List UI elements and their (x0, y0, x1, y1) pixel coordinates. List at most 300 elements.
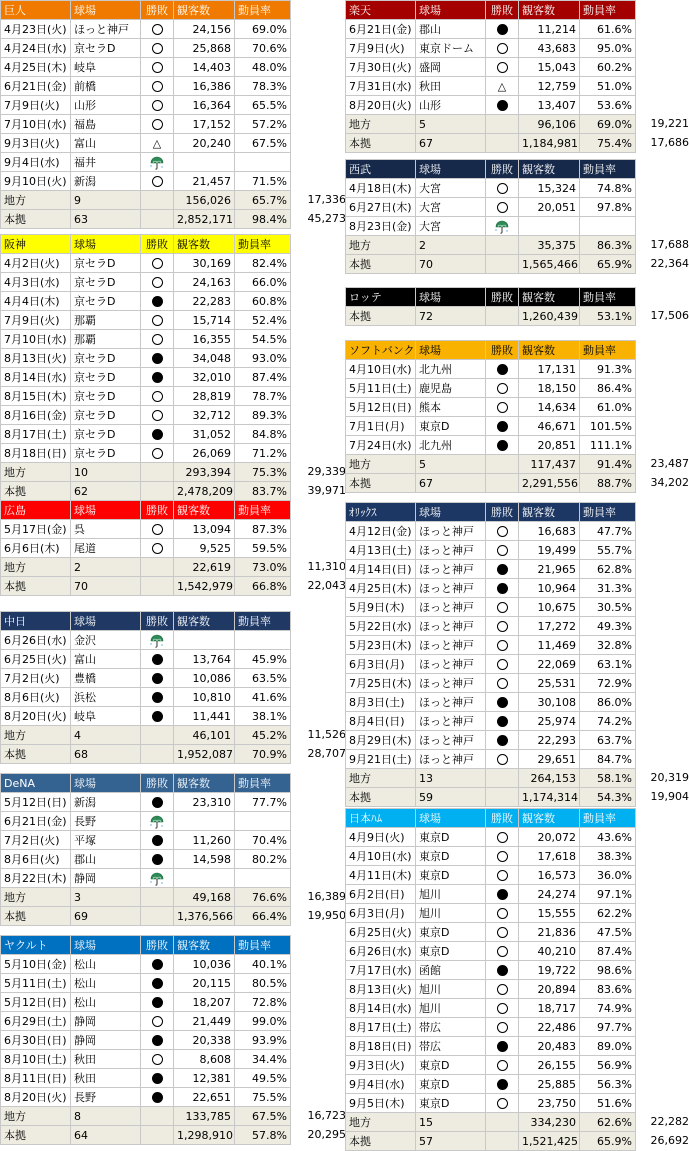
game-result (141, 254, 174, 273)
game-rate: 70.4% (235, 831, 291, 850)
game-rate: 97.8% (580, 198, 636, 217)
game-date: 5月17日(金) (1, 520, 71, 539)
game-result (486, 560, 519, 579)
average-attendance: 23,487 (650, 457, 689, 470)
loss-circle-icon (497, 583, 508, 594)
game-attendance: 16,355 (174, 330, 235, 349)
win-circle-icon (497, 659, 508, 670)
game-venue: 大宮 (416, 217, 486, 236)
win-circle-icon (152, 258, 163, 269)
game-attendance: 24,163 (174, 273, 235, 292)
game-result (141, 77, 174, 96)
game-result (141, 955, 174, 974)
game-attendance: 29,651 (519, 750, 580, 769)
game-rate: 71.2% (235, 444, 291, 463)
rakuten-table (345, 0, 636, 153)
win-circle-icon (497, 754, 508, 765)
game-rate: 47.5% (580, 923, 636, 942)
rain-umbrella-icon (149, 156, 165, 170)
game-venue: ほっと神戸 (71, 20, 141, 39)
table-row (346, 655, 636, 674)
table-row (1, 273, 291, 292)
game-venue: 岐阜 (71, 707, 141, 726)
game-venue: 福島 (71, 115, 141, 134)
win-circle-icon (497, 602, 508, 613)
loss-circle-icon (152, 959, 163, 970)
table-row (1, 349, 291, 368)
game-result (486, 999, 519, 1018)
table-row (1, 153, 291, 172)
venue-header: 球場 (416, 1, 486, 20)
table-row (346, 1075, 636, 1094)
game-rate: 32.8% (580, 636, 636, 655)
win-circle-icon (152, 24, 163, 35)
game-date: 7月1日(月) (346, 417, 416, 436)
rate-header: 動員率 (235, 774, 291, 793)
game-date: 8月13日(火) (1, 349, 71, 368)
loss-circle-icon (152, 353, 163, 364)
rain-umbrella-icon (149, 634, 165, 648)
rate-header: 動員率 (235, 1, 291, 20)
game-date: 4月9日(火) (346, 828, 416, 847)
venue-header: 球場 (71, 936, 141, 955)
total-count: 10 (71, 463, 141, 482)
game-venue: ほっと神戸 (416, 693, 486, 712)
game-result (141, 273, 174, 292)
total-count: 62 (71, 482, 141, 501)
total-row (346, 1113, 636, 1132)
game-date: 7月25日(木) (346, 674, 416, 693)
game-attendance: 18,150 (519, 379, 580, 398)
rain-umbrella-icon (149, 815, 165, 829)
game-result (141, 387, 174, 406)
table-row (346, 417, 636, 436)
total-rate: 53.1% (580, 307, 636, 326)
game-attendance: 24,274 (519, 885, 580, 904)
game-rate: 34.4% (235, 1050, 291, 1069)
total-count: 67 (416, 474, 486, 493)
game-result (141, 520, 174, 539)
total-row (346, 455, 636, 474)
table-header (346, 288, 636, 307)
game-result (141, 669, 174, 688)
game-rate: 57.2% (235, 115, 291, 134)
total-rate: 75.3% (235, 463, 291, 482)
game-venue: 松山 (71, 974, 141, 993)
game-date: 4月14日(日) (346, 560, 416, 579)
game-rate: 84.7% (580, 750, 636, 769)
total-attendance: 334,230 (519, 1113, 580, 1132)
game-venue: 京セラD (71, 273, 141, 292)
game-venue: 長野 (71, 812, 141, 831)
total-label: 本拠 (1, 1126, 71, 1145)
table-row (1, 406, 291, 425)
table-header (1, 774, 291, 793)
game-result (141, 688, 174, 707)
total-blank (141, 191, 174, 210)
game-venue: 尾道 (71, 539, 141, 558)
game-attendance: 17,618 (519, 847, 580, 866)
game-venue: 大宮 (416, 179, 486, 198)
table-row (1, 631, 291, 650)
game-result (486, 579, 519, 598)
total-row (1, 907, 291, 926)
total-blank (486, 255, 519, 274)
game-rate: 78.7% (235, 387, 291, 406)
game-attendance: 22,283 (174, 292, 235, 311)
result-header: 勝敗 (141, 1, 174, 20)
team-name: 西武 (346, 160, 416, 179)
game-result (486, 379, 519, 398)
result-header: 勝敗 (141, 235, 174, 254)
game-venue: 長野 (71, 1088, 141, 1107)
game-venue: 新潟 (71, 793, 141, 812)
game-result (141, 650, 174, 669)
attendance-header: 観客数 (174, 501, 235, 520)
total-blank (141, 210, 174, 229)
game-venue: 京セラD (71, 387, 141, 406)
total-rate: 67.5% (235, 1107, 291, 1126)
win-circle-icon (497, 383, 508, 394)
game-venue: 静岡 (71, 1031, 141, 1050)
game-date: 6月26日(水) (1, 631, 71, 650)
attendance-header: 観客数 (519, 341, 580, 360)
table-row (346, 39, 636, 58)
table-row (346, 436, 636, 455)
table-row (346, 1037, 636, 1056)
table-row (1, 58, 291, 77)
table-row (346, 750, 636, 769)
total-attendance: 1,542,979 (174, 577, 235, 596)
win-circle-icon (497, 1098, 508, 1109)
total-rate: 75.4% (580, 134, 636, 153)
game-date: 8月29日(木) (346, 731, 416, 750)
game-venue: 新潟 (71, 172, 141, 191)
loss-circle-icon (152, 296, 163, 307)
game-venue: 東京D (416, 923, 486, 942)
game-attendance: 10,964 (519, 579, 580, 598)
team-name: 楽天 (346, 1, 416, 20)
win-circle-icon (497, 1022, 508, 1033)
total-row (1, 1126, 291, 1145)
table-row (346, 904, 636, 923)
result-header: 勝敗 (486, 341, 519, 360)
total-count: 67 (416, 134, 486, 153)
win-circle-icon (152, 448, 163, 459)
total-label: 本拠 (1, 210, 71, 229)
loss-circle-icon (152, 835, 163, 846)
game-attendance: 16,364 (174, 96, 235, 115)
result-header: 勝敗 (486, 503, 519, 522)
total-count: 4 (71, 726, 141, 745)
win-circle-icon (497, 870, 508, 881)
game-attendance: 28,819 (174, 387, 235, 406)
game-result (486, 522, 519, 541)
loss-circle-icon (497, 965, 508, 976)
game-date: 4月12日(金) (346, 522, 416, 541)
game-attendance (519, 217, 580, 236)
table-row (1, 669, 291, 688)
game-rate: 30.5% (580, 598, 636, 617)
table-row (346, 77, 636, 96)
game-date: 6月30日(日) (1, 1031, 71, 1050)
game-result (141, 869, 174, 888)
average-attendance: 19,221 (650, 117, 689, 130)
game-rate: 95.0% (580, 39, 636, 58)
game-venue: 旭川 (416, 904, 486, 923)
table-row (1, 812, 291, 831)
win-circle-icon (497, 62, 508, 73)
total-rate: 58.1% (580, 769, 636, 788)
total-label: 地方 (1, 558, 71, 577)
game-attendance: 26,069 (174, 444, 235, 463)
game-attendance: 15,043 (519, 58, 580, 77)
total-row (1, 577, 291, 596)
win-circle-icon (152, 543, 163, 554)
table-row (1, 387, 291, 406)
total-row (1, 726, 291, 745)
game-rate: 87.4% (580, 942, 636, 961)
total-attendance: 46,101 (174, 726, 235, 745)
game-rate: 74.8% (580, 179, 636, 198)
total-attendance: 1,952,087 (174, 745, 235, 764)
game-attendance: 16,573 (519, 866, 580, 885)
game-date: 6月3日(月) (346, 655, 416, 674)
attendance-header: 観客数 (519, 809, 580, 828)
attendance-header: 観客数 (174, 1, 235, 20)
average-attendance: 20,319 (650, 771, 689, 784)
game-rate: 74.9% (580, 999, 636, 1018)
table-row (1, 444, 291, 463)
game-venue: 前橋 (71, 77, 141, 96)
game-venue: 東京D (416, 1075, 486, 1094)
team-name: 中日 (1, 612, 71, 631)
win-circle-icon (497, 43, 508, 54)
table-header (346, 341, 636, 360)
win-circle-icon (152, 81, 163, 92)
game-venue: ほっと神戸 (416, 598, 486, 617)
total-label: 本拠 (346, 134, 416, 153)
table-row (346, 866, 636, 885)
venue-header: 球場 (416, 160, 486, 179)
total-row (1, 463, 291, 482)
game-result (486, 731, 519, 750)
game-result (486, 942, 519, 961)
attendance-header: 観客数 (519, 1, 580, 20)
game-result (141, 1012, 174, 1031)
team-name: DeNA (1, 774, 71, 793)
dena-table (0, 773, 291, 926)
game-date: 6月25日(火) (346, 923, 416, 942)
loss-circle-icon (497, 364, 508, 375)
loss-circle-icon (152, 654, 163, 665)
table-row (346, 847, 636, 866)
game-rate: 59.5% (235, 539, 291, 558)
game-rate: 75.5% (235, 1088, 291, 1107)
game-rate: 97.1% (580, 885, 636, 904)
game-date: 9月5日(木) (346, 1094, 416, 1113)
game-rate: 51.0% (580, 77, 636, 96)
game-rate: 54.5% (235, 330, 291, 349)
win-circle-icon (497, 402, 508, 413)
total-label: 本拠 (346, 307, 416, 326)
table-row (1, 650, 291, 669)
game-date: 5月12日(日) (346, 398, 416, 417)
game-attendance: 25,531 (519, 674, 580, 693)
game-venue: 呉 (71, 520, 141, 539)
game-date: 4月3日(水) (1, 273, 71, 292)
total-count: 13 (416, 769, 486, 788)
total-label: 本拠 (1, 907, 71, 926)
game-date: 8月22日(木) (1, 869, 71, 888)
game-rate: 83.6% (580, 980, 636, 999)
game-rate: 62.2% (580, 904, 636, 923)
game-venue: 旭川 (416, 980, 486, 999)
game-rate: 66.0% (235, 273, 291, 292)
game-venue: 東京ドーム (416, 39, 486, 58)
game-result (486, 360, 519, 379)
total-blank (486, 115, 519, 134)
game-attendance (174, 153, 235, 172)
orix-table (345, 502, 636, 807)
game-rate: 86.0% (580, 693, 636, 712)
loss-circle-icon (497, 1041, 508, 1052)
total-label: 地方 (346, 115, 416, 134)
table-row (1, 793, 291, 812)
attendance-header: 観客数 (519, 503, 580, 522)
seibu-table (345, 159, 636, 274)
game-attendance: 18,717 (519, 999, 580, 1018)
game-result (486, 398, 519, 417)
game-venue: 旭川 (416, 999, 486, 1018)
total-attendance: 2,852,171 (174, 210, 235, 229)
game-result (486, 617, 519, 636)
venue-header: 球場 (416, 809, 486, 828)
game-venue: 京セラD (71, 349, 141, 368)
result-header: 勝敗 (486, 1, 519, 20)
game-result (141, 812, 174, 831)
game-rate: 63.7% (580, 731, 636, 750)
game-attendance: 14,598 (174, 850, 235, 869)
game-attendance: 21,449 (174, 1012, 235, 1031)
total-row (1, 888, 291, 907)
game-attendance: 20,483 (519, 1037, 580, 1056)
total-row (346, 255, 636, 274)
game-date: 6月21日(金) (346, 20, 416, 39)
game-rate: 55.7% (580, 541, 636, 560)
game-venue: 秋田 (416, 77, 486, 96)
table-row (346, 885, 636, 904)
game-attendance: 17,272 (519, 617, 580, 636)
table-row (1, 115, 291, 134)
game-venue: 山形 (416, 96, 486, 115)
average-attendance: 17,688 (650, 238, 689, 251)
game-date: 8月15日(木) (1, 387, 71, 406)
game-attendance: 12,759 (519, 77, 580, 96)
total-row (346, 788, 636, 807)
attendance-header: 観客数 (519, 288, 580, 307)
attendance-header: 観客数 (519, 160, 580, 179)
table-row (346, 217, 636, 236)
table-row (1, 850, 291, 869)
total-count: 69 (71, 907, 141, 926)
loss-circle-icon (152, 1073, 163, 1084)
game-result (486, 77, 519, 96)
total-count: 3 (71, 888, 141, 907)
game-date: 5月11日(土) (1, 974, 71, 993)
total-blank (141, 888, 174, 907)
game-date: 5月23日(木) (346, 636, 416, 655)
win-circle-icon (152, 315, 163, 326)
game-date: 9月3日(火) (346, 1056, 416, 1075)
game-venue: ほっと神戸 (416, 655, 486, 674)
total-blank (486, 769, 519, 788)
win-circle-icon (152, 1054, 163, 1065)
game-date: 5月10日(金) (1, 955, 71, 974)
game-rate: 48.0% (235, 58, 291, 77)
game-result (486, 436, 519, 455)
game-result (141, 425, 174, 444)
total-rate: 76.6% (235, 888, 291, 907)
win-circle-icon (497, 1060, 508, 1071)
total-count: 70 (71, 577, 141, 596)
game-date: 4月10日(水) (346, 847, 416, 866)
total-row (346, 134, 636, 153)
total-blank (141, 726, 174, 745)
game-date: 8月13日(火) (346, 980, 416, 999)
game-venue: 東京D (416, 1056, 486, 1075)
venue-header: 球場 (71, 612, 141, 631)
total-label: 本拠 (1, 745, 71, 764)
total-count: 5 (416, 115, 486, 134)
game-result (486, 636, 519, 655)
game-date: 8月10日(土) (1, 1050, 71, 1069)
total-rate: 54.3% (580, 788, 636, 807)
total-count: 68 (71, 745, 141, 764)
lotte-table (345, 287, 636, 326)
game-result (486, 198, 519, 217)
game-date: 4月25日(木) (1, 58, 71, 77)
game-attendance: 22,069 (519, 655, 580, 674)
game-date: 8月20日(火) (346, 96, 416, 115)
game-rate: 84.8% (235, 425, 291, 444)
game-venue: 那覇 (71, 330, 141, 349)
average-attendance: 17,506 (650, 309, 689, 322)
game-venue: 福井 (71, 153, 141, 172)
game-venue: 熊本 (416, 398, 486, 417)
total-row (346, 769, 636, 788)
game-attendance: 34,048 (174, 349, 235, 368)
total-rate: 65.9% (580, 255, 636, 274)
game-rate: 53.6% (580, 96, 636, 115)
table-row (1, 974, 291, 993)
average-attendance: 28,707 (307, 747, 346, 760)
table-row (1, 311, 291, 330)
total-count: 64 (71, 1126, 141, 1145)
game-result (486, 1075, 519, 1094)
total-blank (486, 307, 519, 326)
total-label: 地方 (346, 1113, 416, 1132)
game-attendance: 10,810 (174, 688, 235, 707)
total-rate: 73.0% (235, 558, 291, 577)
game-result (486, 217, 519, 236)
game-attendance: 26,155 (519, 1056, 580, 1075)
total-label: 本拠 (346, 255, 416, 274)
total-count: 57 (416, 1132, 486, 1151)
game-date: 8月18日(日) (1, 444, 71, 463)
game-result (141, 153, 174, 172)
result-header: 勝敗 (486, 288, 519, 307)
